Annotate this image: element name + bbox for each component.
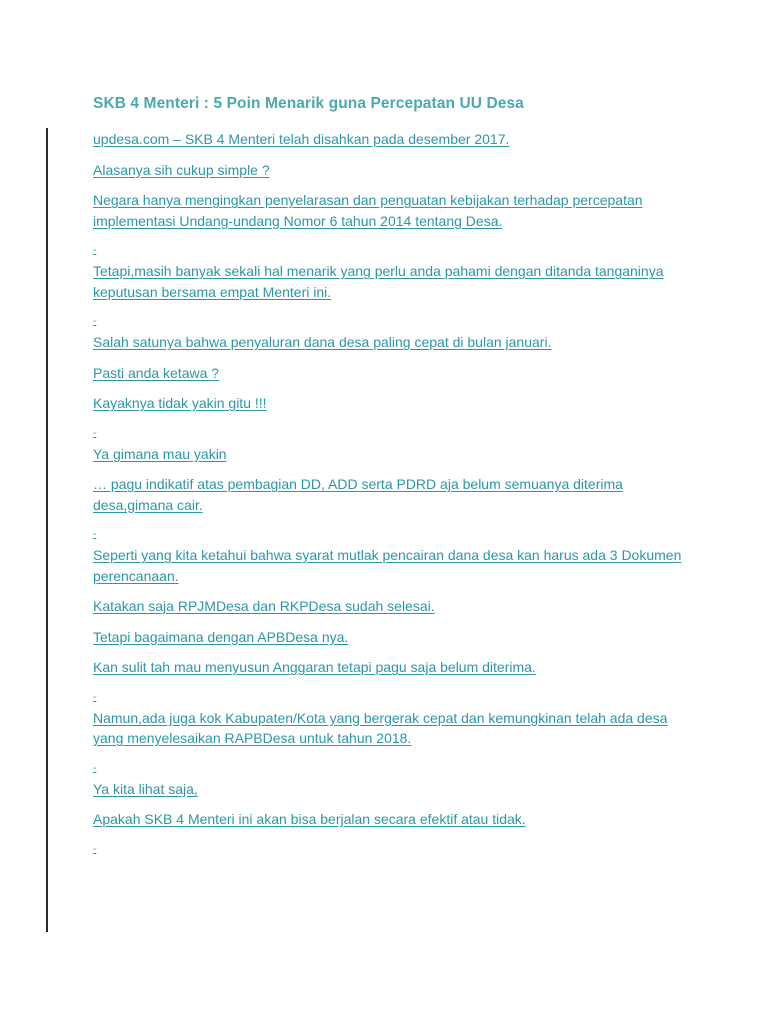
- paragraph-link[interactable]: Seperti yang kita ketahui bahwa syarat mutlak pencairan dana desa kan harus ada 3 Dokumen perencanaan.: [93, 547, 682, 584]
- separator-dash[interactable]: -: [93, 245, 97, 256]
- paragraph-link[interactable]: updesa.com – SKB 4 Menteri telah disahkan pada desember 2017.: [93, 131, 510, 147]
- separator-dash[interactable]: -: [93, 691, 97, 703]
- paragraph-link[interactable]: Katakan saja RPJMDesa dan RKPDesa sudah selesai.: [93, 598, 435, 614]
- separator-dash[interactable]: -: [93, 762, 97, 774]
- paragraph-link[interactable]: Salah satunya bahwa penyaluran dana desa paling cepat di bulan januari.: [93, 334, 552, 350]
- paragraph-link[interactable]: Kayaknya tidak yakin gitu !!!: [93, 395, 267, 411]
- paragraph-link[interactable]: Alasanya sih cukup simple ?: [93, 161, 270, 178]
- paragraph-link[interactable]: Kan sulit tah mau menyusun Anggaran tetapi pagu saja belum diterima.: [93, 659, 536, 675]
- paragraph-link[interactable]: Ya gimana mau yakin: [93, 445, 227, 462]
- paragraph-link[interactable]: … pagu indikatif atas pembagian DD, ADD serta PDRD aja belum semuanya diterima desa,gimana cair.: [93, 476, 623, 513]
- separator-dash[interactable]: -: [93, 843, 97, 855]
- separator-dash[interactable]: -: [93, 427, 97, 439]
- paragraph-link[interactable]: Negara hanya mengingkan penyelarasan dan penguatan kebijakan terhadap percepatan implementasi Undang-undang Nomor 6 tahun 2014 tentang Desa.: [93, 192, 643, 229]
- paragraph-link[interactable]: Apakah SKB 4 Menteri ini akan bisa berjalan secara efektif atau tidak.: [93, 811, 526, 827]
- margin-line: [46, 128, 48, 932]
- paragraph-link[interactable]: Pasti anda ketawa ?: [93, 364, 220, 381]
- article-body: [93, 129, 693, 860]
- paragraph-link[interactable]: Tetapi,masih banyak sekali hal menarik yang perlu anda pahami dengan ditanda tanganinya keputusan bersama empat Menteri ini.: [93, 263, 664, 300]
- paragraph-link[interactable]: Ya kita lihat saja,: [93, 780, 198, 797]
- separator-dash[interactable]: -: [93, 529, 97, 540]
- paragraph-link[interactable]: Namun,ada juga kok Kabupaten/Kota yang bergerak cepat dan kemungkinan telah ada desa yang menyelesaikan RAPBDesa untuk tahun 2018.: [93, 709, 668, 746]
- paragraph-link[interactable]: Tetapi bagaimana dengan APBDesa nya.: [93, 628, 349, 645]
- separator-dash[interactable]: -: [93, 316, 97, 327]
- article-title: SKB 4 Menteri : 5 Poin Menarik guna Percepatan UU Desa: [93, 95, 524, 112]
